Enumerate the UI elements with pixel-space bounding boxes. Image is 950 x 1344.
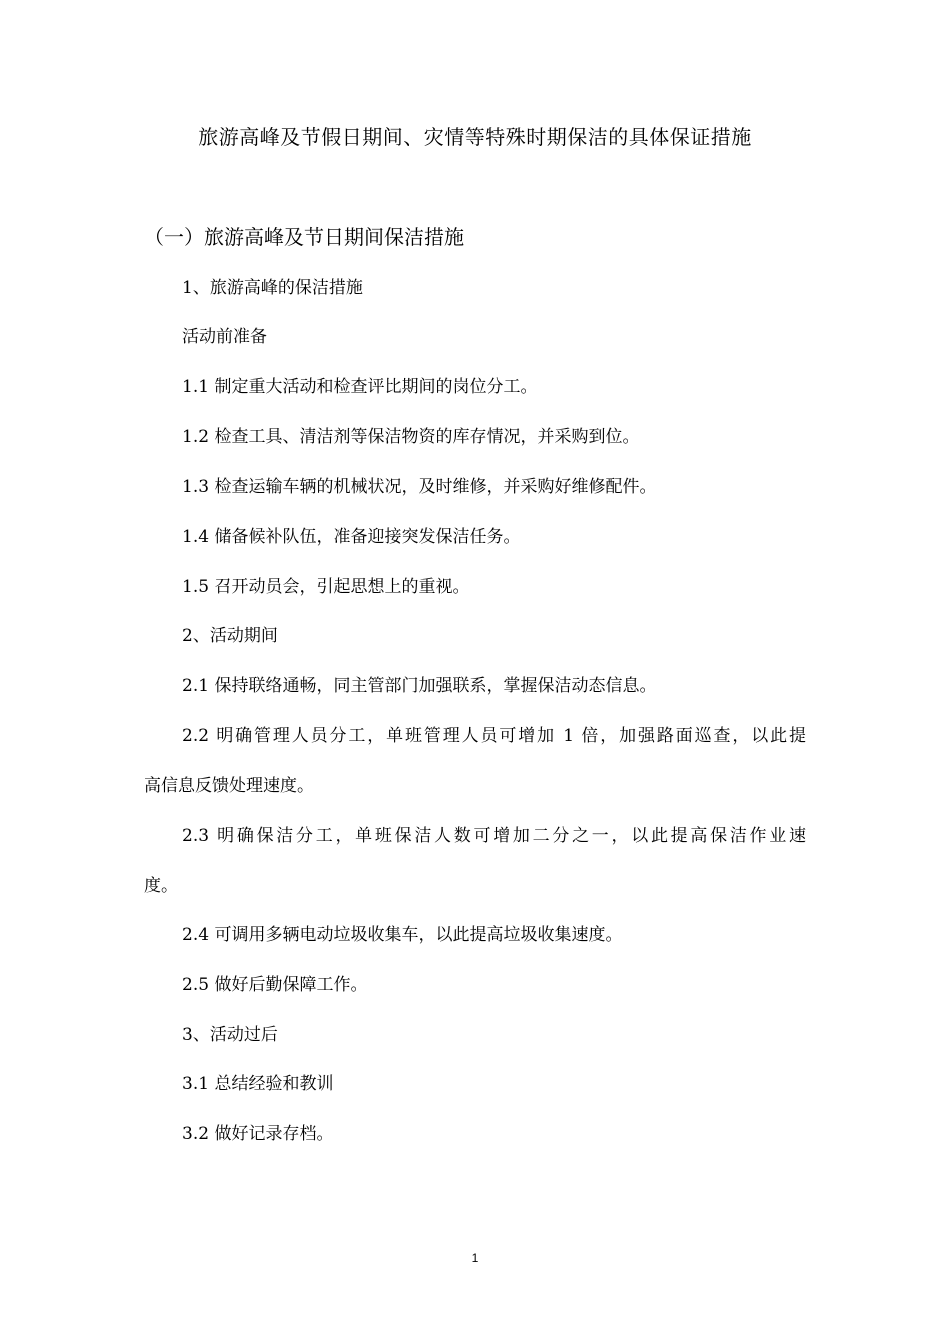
list-item-continuation: 度。 [144,876,178,896]
list-item: 2.3 明确保洁分工，单班保洁人数可增加二分之一，以此提高保洁作业速 [182,826,806,846]
list-item: 1.4 储备候补队伍，准备迎接突发保洁任务。 [182,527,521,547]
document-title: 旅游高峰及节假日期间、灾情等特殊时期保洁的具体保证措施 [198,125,752,149]
list-item-continuation: 高信息反馈处理速度。 [144,776,314,796]
page-number: 1 [471,1251,479,1265]
list-item: 2.2 明确管理人员分工，单班管理人员可增加 1 倍，加强路面巡查，以此提 [182,726,806,746]
list-item: 3.2 做好记录存档。 [182,1124,334,1144]
list-item: 3.1 总结经验和教训 [182,1074,334,1094]
subsection-heading-1: 1、旅游高峰的保洁措施 [182,278,363,298]
subsection-heading-2: 2、活动期间 [182,626,278,646]
list-item: 2.1 保持联络通畅，同主管部门加强联系，掌握保洁动态信息。 [182,676,657,696]
list-item: 1.3 检查运输车辆的机械状况，及时维修，并采购好维修配件。 [182,477,657,497]
list-item: 1.1 制定重大活动和检查评比期间的岗位分工。 [182,377,538,397]
list-item: 2.5 做好后勤保障工作。 [182,975,368,995]
section-heading: （一）旅游高峰及节日期间保洁措施 [144,225,464,249]
subsection-heading-3: 3、活动过后 [182,1025,278,1045]
list-item: 1.5 召开动员会，引起思想上的重视。 [182,577,470,597]
paragraph-line: 活动前准备 [182,327,267,347]
list-item: 2.4 可调用多辆电动垃圾收集车，以此提高垃圾收集速度。 [182,925,623,945]
list-item: 1.2 检查工具、清洁剂等保洁物资的库存情况，并采购到位。 [182,427,640,447]
